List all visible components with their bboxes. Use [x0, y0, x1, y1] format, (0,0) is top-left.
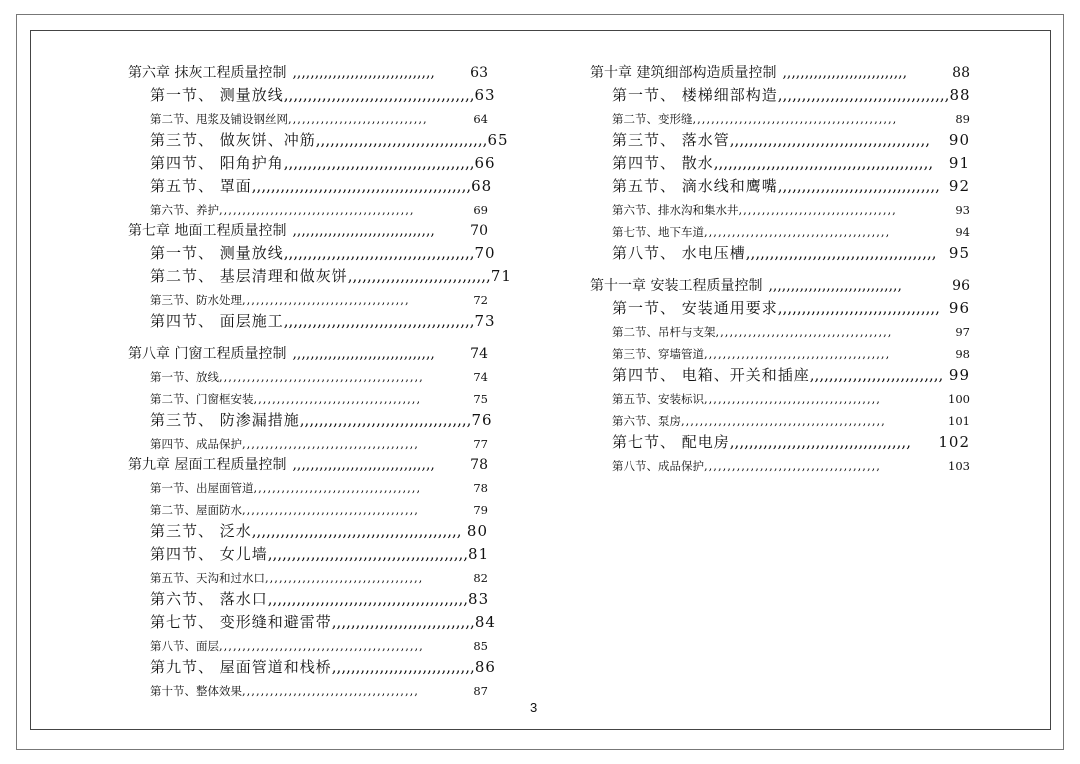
toc-entry-label: 第四节、 女儿墙: [150, 545, 268, 563]
toc-entry-label: 第三节、 泛水: [150, 522, 252, 540]
toc-entry-label: 第九节、 屋面管道和栈桥: [150, 658, 332, 676]
toc-entry-label: 第四节、 阳角护角: [150, 154, 284, 172]
toc-leader: ,,,,,,,,,,,,,,,,,,,,,,,,,,,,,,,,,,,,: [777, 86, 950, 104]
toc-section-entry: [128, 125, 509, 149]
toc-entry-label: 第二节、变形缝: [612, 111, 693, 126]
toc-entry-label: 第十章 建筑细部构造质量控制: [590, 65, 777, 81]
toc-entry-label: 第八章 门窗工程质量控制: [128, 346, 287, 362]
toc-section-entry: [590, 125, 970, 148]
toc-section-entry: [128, 675, 488, 697]
toc-section-entry: [590, 238, 970, 261]
toc-leader: ,,,,,,,,,,,,,,,,,,,,,,,,,,,,,,,,,,,,,,,,: [283, 154, 475, 172]
toc-entry-label: 第一节、 测量放线: [150, 86, 284, 104]
toc-page-number: 85: [473, 638, 488, 653]
toc-leader: ,,,,,,,,,,,,,,,,,,,,,,,,,,,,: [809, 366, 944, 384]
toc-chapter-entry: [128, 216, 488, 238]
toc-page-number: 70: [470, 223, 488, 239]
toc-page-number: 88: [952, 65, 970, 81]
toc-leader: ,,,,,,,,,,,,,,,,,,,,,,,,,,,,,,,,: [292, 65, 435, 81]
toc-page-number: 64: [473, 111, 488, 126]
toc-section-entry: [128, 562, 488, 584]
toc-section-entry: [128, 383, 488, 405]
toc-leader: ,,,,,,,,,,,,,,,,,,,,,,,,,,,,,,,,,,,,: [315, 131, 488, 149]
toc-entry-label: 第六节、 落水口: [150, 590, 268, 608]
toc-leader: ,,,,,,,,,,,,,,,,,,,,,,,,,,,,,,,,,,,,,,,,,,: [219, 202, 415, 217]
toc-entry-label: 第三节、 防渗漏措施: [150, 411, 300, 429]
toc-entry-label: 第四节、成品保护: [150, 436, 242, 451]
toc-leader: ,,,,,,,,,,,,,,,,,,,,,,,,,,,,,,,,,,: [738, 202, 897, 217]
toc-section-entry: [128, 148, 496, 172]
toc-leader: ,,,,,,,,,,,,,,,,,,,,,,,,,,,,,,,,,,,,,,,,: [704, 346, 891, 361]
toc-entry-label: 第八节、 水电压槽: [612, 244, 746, 262]
toc-entry-label: 第一节、 楼梯细部构造: [612, 86, 778, 104]
toc-leader: ,,,,,,,,,,,,,,,,,,,,,,,,,,,,,,: [331, 658, 475, 676]
toc-page-number: 84: [474, 613, 496, 631]
toc-leader: ,,,,,,,,,,,,,,,,,,,,,,,,,,,,,,,,,,,,,,: [729, 433, 911, 451]
toc-leader: ,,,,,,,,,,,,,,,,,,,,,,,,,,,,,,,,,,,,,,: [242, 436, 419, 451]
toc-entry-label: 第二节、门窗框安装: [150, 391, 254, 406]
toc-entry-label: 第五节、 罩面: [150, 177, 252, 195]
toc-leader: ,,,,,,,,,,,,,,,,,,,,,,,,,,,,,,,,,,: [777, 299, 940, 317]
toc-section-entry: [590, 383, 970, 405]
toc-entry-label: 第六章 抹灰工程质量控制: [128, 65, 287, 81]
toc-entry-label: 第十一章 安装工程质量控制: [590, 278, 763, 294]
toc-entry-label: 第三节、穿墙管道: [612, 346, 704, 361]
toc-leader: ,,,,,,,,,,,,,,,,,,,,,,,,,,,,: [782, 65, 908, 81]
toc-page-number: 75: [473, 391, 488, 406]
toc-section-entry: [128, 494, 488, 516]
toc-section-entry: [590, 171, 970, 194]
toc-section-entry: [128, 428, 488, 450]
toc-leader: ,,,,,,,,,,,,,,,,,,,,,,,,,,,,,,,,,,,,,,,,: [745, 244, 937, 262]
toc-leader: ,,,,,,,,,,,,,,,,,,,,,,,,,,,,,,,,,,,,,,,,: [283, 244, 475, 262]
toc-entry-label: 第三节、 落水管: [612, 131, 730, 149]
toc-leader: ,,,,,,,,,,,,,,,,,,,,,,,,,,,,,,,,,,,,,,: [704, 391, 881, 406]
toc-entry-label: 第二节、屋面防水: [150, 502, 242, 517]
toc-section-entry: [128, 630, 488, 652]
toc-leader: ,,,,,,,,,,,,,,,,,,,,,,,,,,,,,,,,,,,,,,,,,,,,: [219, 369, 424, 384]
toc-page-number: 95: [948, 244, 970, 262]
toc-section-entry: [128, 171, 493, 195]
toc-leader: ,,,,,,,,,,,,,,,,,,,,,,,,,,,,,,,,,,,,,,: [242, 502, 419, 517]
toc-leader: ,,,,,,,,,,,,,,,,,,,,,,,,,,,,,,,,,,,,,,,,: [283, 86, 475, 104]
toc-entry-label: 第二节、甩浆及铺设钢丝网: [150, 111, 288, 126]
toc-section-entry: [128, 516, 488, 539]
toc-entry-label: 第六节、排水沟和集水井: [612, 202, 739, 217]
toc-leader: ,,,,,,,,,,,,,,,,,,,,,,,,,,,,,,,,,,,,,,,,,,: [267, 590, 469, 608]
toc-right-column: [590, 58, 970, 472]
toc-page-number: 88: [949, 86, 971, 104]
toc-entry-label: 第四节、 电箱、开关和插座: [612, 366, 810, 384]
toc-page-number: 76: [471, 411, 493, 429]
toc-chapter-entry: [590, 58, 970, 80]
toc-entry-label: 第五节、天沟和过水口: [150, 570, 265, 585]
toc-page-number: 96: [952, 278, 970, 294]
toc-page-number: 73: [474, 312, 496, 330]
toc-page-number: 87: [473, 683, 488, 698]
toc-leader: ,,,,,,,,,,,,,,,,,,,,,,,,,,,,,,: [768, 278, 902, 294]
toc-leader: ,,,,,,,,,,,,,,,,,,,,,,,,,,,,,,,,,,: [777, 177, 940, 195]
toc-entry-label: 第六节、养护: [150, 202, 219, 217]
toc-leader: ,,,,,,,,,,,,,,,,,,,,,,,,,,,,,,,,,,,,,,,,,,,,: [692, 111, 898, 126]
toc-entry-label: 第九章 屋面工程质量控制: [128, 457, 287, 473]
toc-leader: ,,,,,,,,,,,,,,,,,,,,,,,,,,,,,,,,,,,,,,: [715, 324, 893, 339]
toc-entry-label: 第五节、 滴水线和鹰嘴: [612, 177, 778, 195]
toc-leader: ,,,,,,,,,,,,,,,,,,,,,,,,,,,,,,,,,,,,,,,,,,,,: [219, 638, 424, 653]
toc-leader: ,,,,,,,,,,,,,,,,,,,,,,,,,,,,,,,,,,,,,,,,,,,,,,: [251, 177, 472, 195]
toc-page-number: 100: [948, 391, 970, 406]
toc-page-number: 91: [948, 154, 970, 172]
toc-page-number: 68: [471, 177, 493, 195]
toc-entry-label: 第五节、安装标识: [612, 391, 704, 406]
toc-leader: ,,,,,,,,,,,,,,,,,,,,,,,,,,,,,,,,,,,,,,,,: [283, 312, 475, 330]
toc-page-number: 70: [474, 244, 496, 262]
toc-section-entry: [128, 472, 488, 494]
toc-page-number: 72: [473, 292, 488, 307]
toc-leader: ,,,,,,,,,,,,,,,,,,,,,,,,,,,,,,,,,,,,,,: [242, 683, 419, 698]
toc-page-number: 80: [466, 522, 488, 540]
toc-leader: ,,,,,,,,,,,,,,,,,,,,,,,,,,,,,,,,: [292, 457, 435, 473]
toc-section-entry: [590, 293, 970, 316]
toc-section-entry: [128, 405, 493, 429]
toc-page-number: 97: [955, 324, 970, 339]
toc-page-number: 69: [473, 202, 488, 217]
page-number: 3: [530, 700, 538, 715]
toc-section-entry: [128, 103, 488, 125]
toc-leader: ,,,,,,,,,,,,,,,,,,,,,,,,,,,,,,: [331, 613, 475, 631]
toc-section-entry: [590, 103, 970, 125]
toc-chapter-entry: [590, 271, 970, 293]
toc-section-entry: [128, 607, 496, 631]
toc-entry-label: 第一节、放线: [150, 369, 219, 384]
toc-section-entry: [128, 652, 496, 676]
toc-page-number: 96: [948, 299, 970, 317]
toc-section-entry: [128, 361, 488, 383]
toc-section-entry: [590, 360, 970, 383]
section-spacer: [128, 329, 488, 339]
toc-page-number: 74: [470, 346, 488, 362]
toc-section-entry: [590, 427, 970, 450]
toc-page-number: 78: [470, 457, 488, 473]
toc-section-entry: [590, 80, 970, 103]
toc-page-number: 90: [948, 131, 970, 149]
toc-leader: ,,,,,,,,,,,,,,,,,,,,,,,,,,,,,,,,,,,,: [299, 411, 472, 429]
toc-entry-label: 第六节、泵房: [612, 413, 681, 428]
toc-section-entry: [128, 539, 488, 562]
toc-page-number: 103: [948, 458, 970, 473]
toc-page-number: 101: [948, 413, 970, 428]
toc-page-number: 81: [468, 545, 490, 563]
toc-entry-label: 第十节、整体效果: [150, 683, 242, 698]
toc-leader: ,,,,,,,,,,,,,,,,,,,,,,,,,,,,,,,,,,,,,,,,,,,,,,: [713, 154, 934, 172]
toc-page-number: 63: [470, 65, 488, 81]
toc-page-number: 98: [955, 346, 970, 361]
toc-page-number: 78: [473, 480, 488, 495]
toc-entry-label: 第七节、 配电房: [612, 433, 730, 451]
toc-page-number: 77: [473, 436, 488, 451]
toc-entry-label: 第七节、 变形缝和避雷带: [150, 613, 332, 631]
toc-entry-label: 第三节、 做灰饼、冲筋: [150, 131, 316, 149]
toc-entry-label: 第八节、面层: [150, 638, 219, 653]
toc-leader: ,,,,,,,,,,,,,,,,,,,,,,,,,,,,,,,,: [292, 346, 435, 362]
toc-section-entry: [128, 584, 488, 607]
toc-section-entry: [590, 316, 970, 338]
toc-page-number: 82: [473, 570, 488, 585]
toc-leader: ,,,,,,,,,,,,,,,,,,,,,,,,,,,,,,,,,,,,,,,,: [704, 224, 891, 239]
toc-page-number: 66: [474, 154, 496, 172]
toc-entry-label: 第二节、 基层清理和做灰饼: [150, 267, 348, 285]
toc-section-entry: [590, 405, 970, 427]
toc-leader: ,,,,,,,,,,,,,,,,,,,,,,,,,,,,,,,,,,,,,,,,,,,,: [681, 413, 886, 428]
toc-leader: ,,,,,,,,,,,,,,,,,,,,,,,,,,,,,,,,,,,,,,,,,,: [729, 131, 931, 149]
toc-entry-label: 第四节、 散水: [612, 154, 714, 172]
toc-leader: ,,,,,,,,,,,,,,,,,,,,,,,,,,,,,,,,,,,,: [242, 292, 410, 307]
toc-leader: ,,,,,,,,,,,,,,,,,,,,,,,,,,,,,,,,,,,,,,,,,,,,: [251, 522, 462, 540]
toc-leader: ,,,,,,,,,,,,,,,,,,,,,,,,,,,,,,,,,,,,: [253, 480, 422, 495]
toc-section-entry: [590, 338, 970, 360]
toc-page-number: 102: [938, 433, 970, 451]
toc-page-number: 99: [948, 366, 970, 384]
toc-entry-label: 第四节、 面层施工: [150, 312, 284, 330]
toc-page-number: 93: [955, 202, 970, 217]
toc-leader: ,,,,,,,,,,,,,,,,,,,,,,,,,,,,,,,,,,,,,,,,,,: [267, 545, 469, 563]
toc-left-column: [128, 58, 512, 698]
toc-section-entry: [128, 194, 488, 216]
toc-section-entry: [128, 306, 496, 330]
toc-section-entry: [128, 80, 496, 104]
toc-leader: ,,,,,,,,,,,,,,,,,,,,,,,,,,,,,,,,: [292, 223, 435, 239]
toc-entry-label: 第三节、防水处理: [150, 292, 242, 307]
toc-page-number: 92: [948, 177, 970, 195]
toc-page-number: 94: [955, 224, 970, 239]
toc-entry-label: 第二节、吊杆与支架: [612, 324, 716, 339]
toc-page-number: 79: [473, 502, 488, 517]
toc-chapter-entry: [128, 450, 488, 472]
toc-leader: ,,,,,,,,,,,,,,,,,,,,,,,,,,,,,,,,,,: [265, 570, 424, 585]
toc-page-number: 83: [468, 590, 490, 608]
toc-entry-label: 第一节、 安装通用要求: [612, 299, 778, 317]
toc-entry-label: 第一节、 测量放线: [150, 244, 284, 262]
toc-section-entry: [128, 238, 496, 262]
toc-leader: ,,,,,,,,,,,,,,,,,,,,,,,,,,,,,,: [288, 111, 428, 126]
toc-section-entry: [590, 148, 970, 171]
toc-section-entry: [590, 194, 970, 216]
toc-leader: ,,,,,,,,,,,,,,,,,,,,,,,,,,,,,,,,,,,,,,: [704, 458, 881, 473]
toc-entry-label: 第七章 地面工程质量控制: [128, 223, 287, 239]
toc-page-number: 89: [955, 111, 970, 126]
toc-page-number: 74: [473, 369, 488, 384]
toc-leader: ,,,,,,,,,,,,,,,,,,,,,,,,,,,,,,,,,,,,: [253, 391, 422, 406]
section-spacer: [590, 261, 970, 271]
toc-chapter-entry: [128, 58, 488, 80]
toc-entry-label: 第七节、地下车道: [612, 224, 704, 239]
toc-section-entry: [128, 261, 512, 285]
toc-page-number: 65: [487, 131, 509, 149]
toc-page-number: 71: [490, 267, 512, 285]
toc-leader: ,,,,,,,,,,,,,,,,,,,,,,,,,,,,,,: [347, 267, 491, 285]
toc-entry-label: 第八节、成品保护: [612, 458, 704, 473]
toc-section-entry: [590, 450, 970, 472]
toc-entry-label: 第一节、出屋面管道: [150, 480, 254, 495]
toc-section-entry: [590, 216, 970, 238]
toc-page-number: 63: [474, 86, 496, 104]
toc-chapter-entry: [128, 339, 488, 361]
toc-page-number: 86: [474, 658, 496, 676]
toc-section-entry: [128, 284, 488, 306]
